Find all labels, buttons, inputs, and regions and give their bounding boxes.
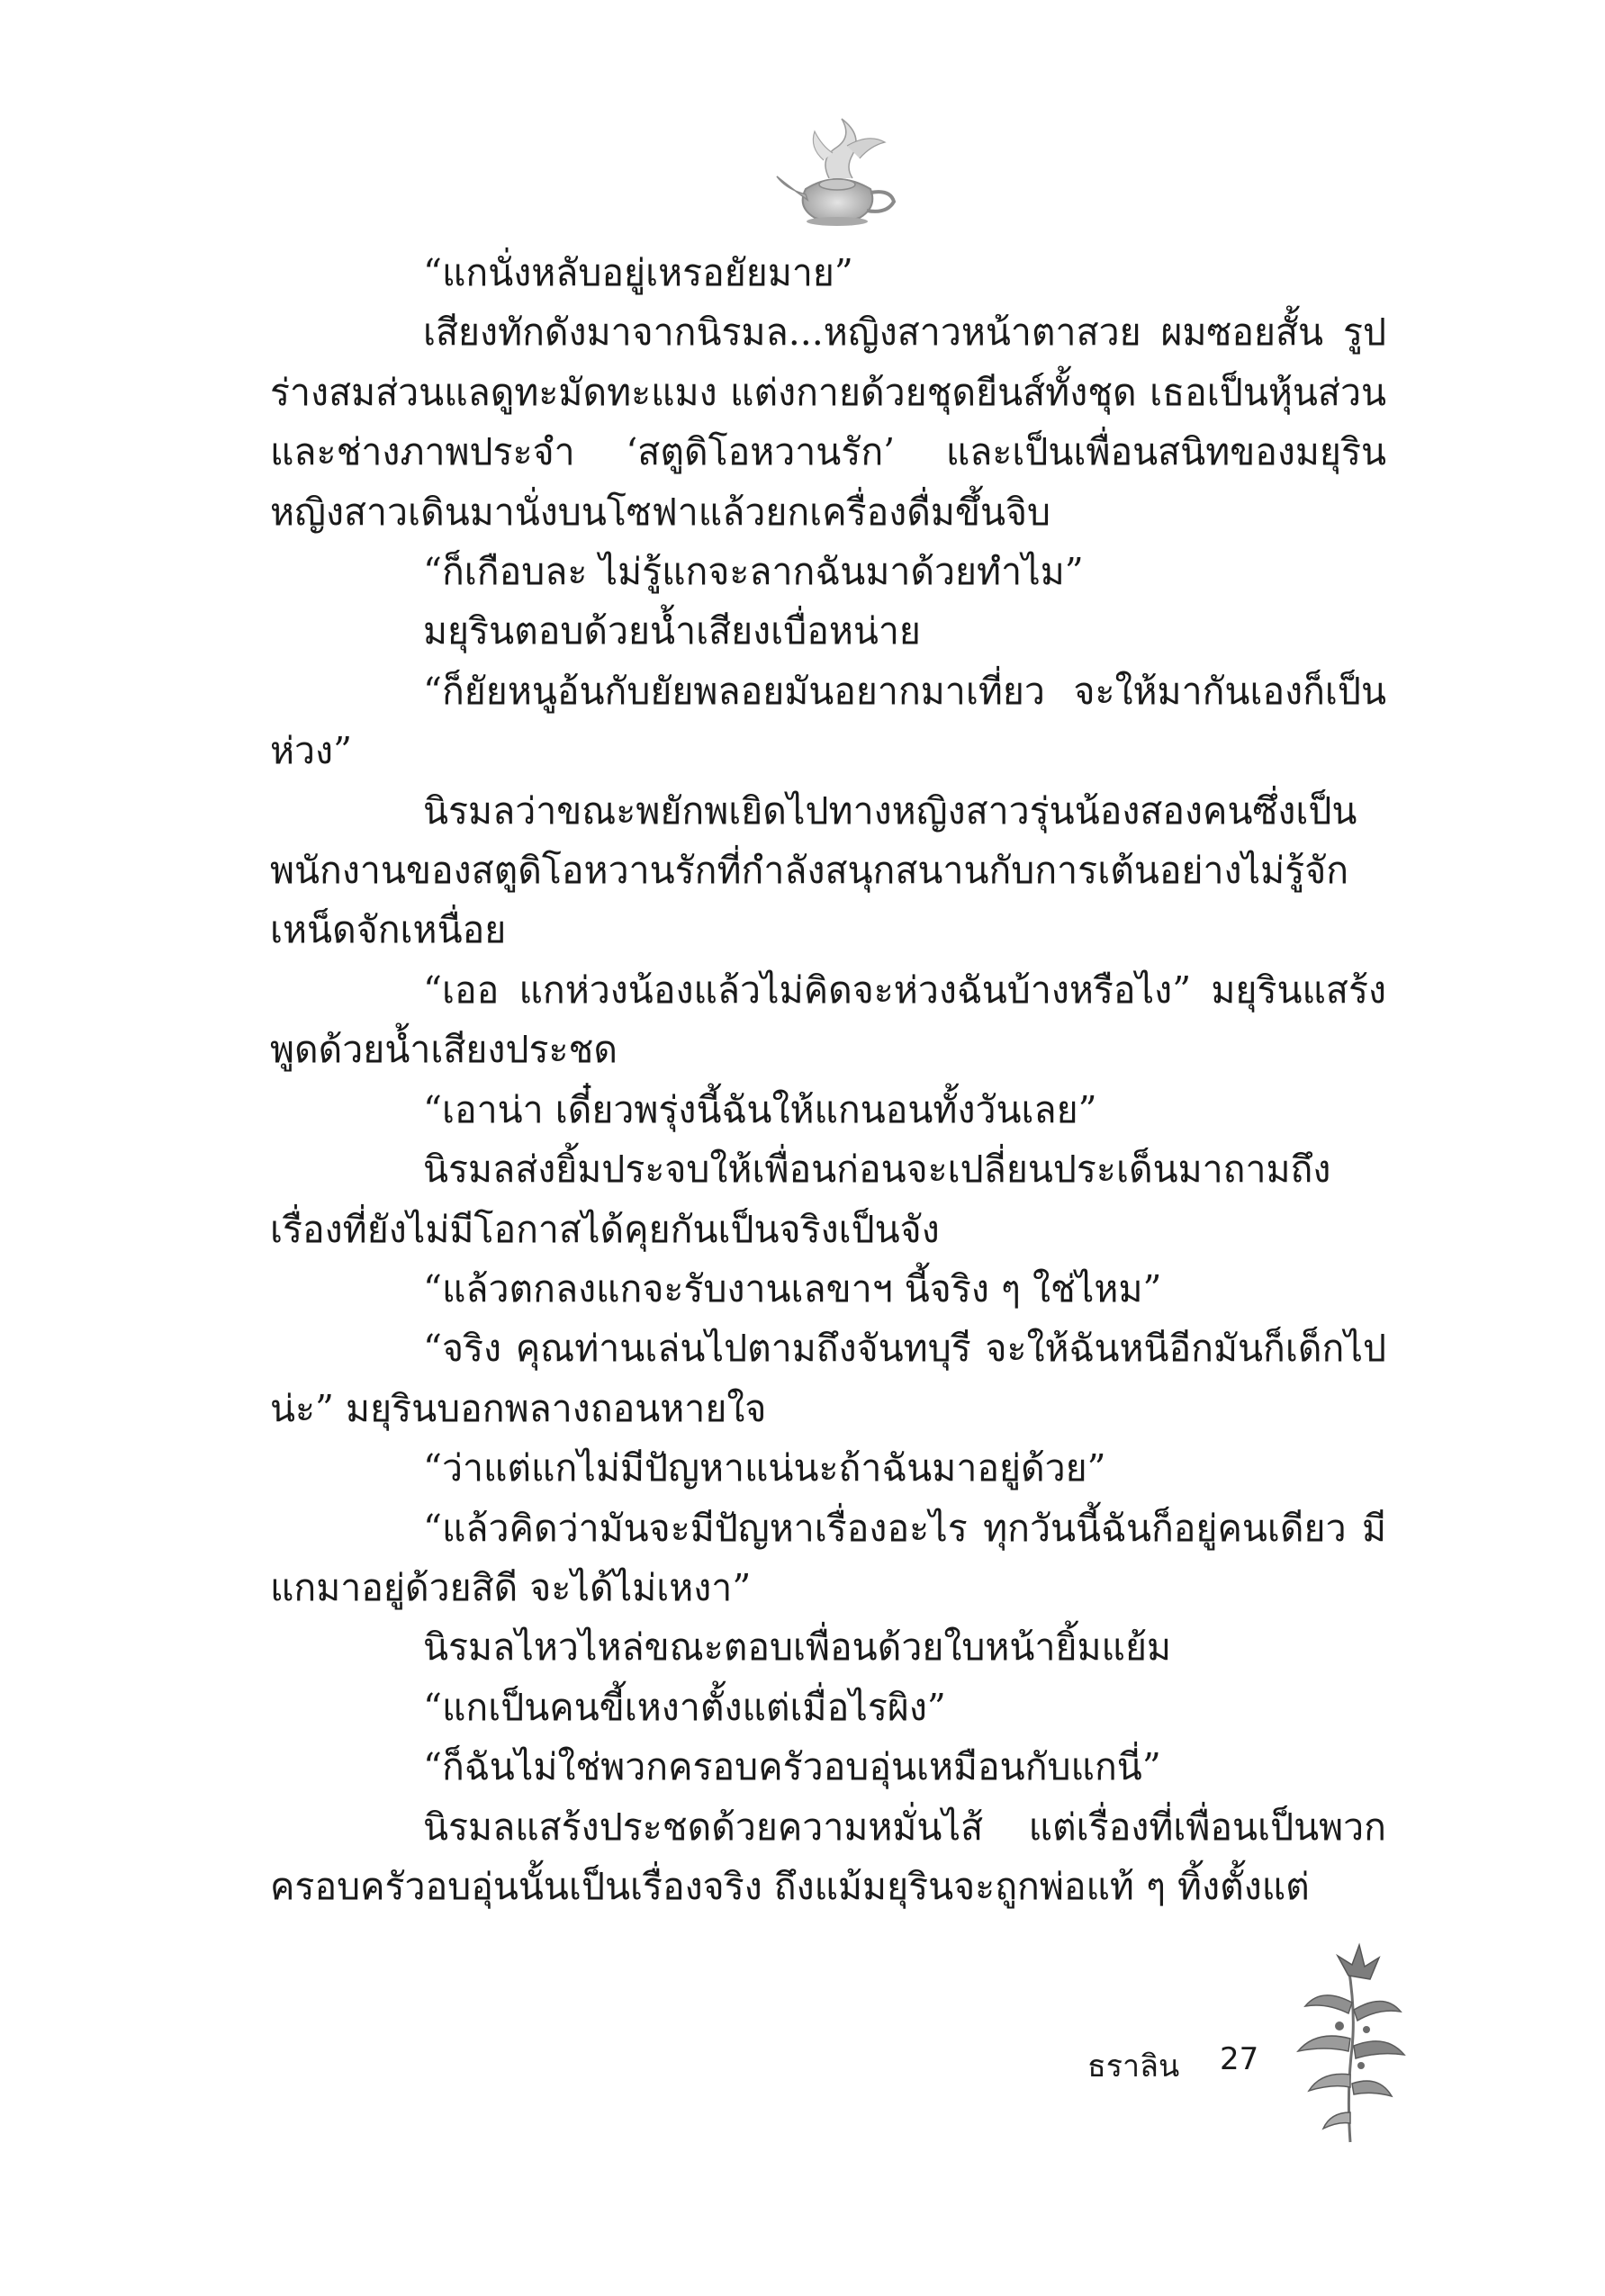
paragraph: “ว่าแต่แกไม่มีปัญหาแน่นะถ้าฉันมาอยู่ด้วย”	[423, 1446, 1106, 1490]
body-text	[270, 243, 1386, 1916]
page-number: 27	[1220, 2041, 1259, 2077]
paragraph: มยุรินตอบด้วยน้ำเสียงเบื่อหน่าย	[423, 609, 921, 653]
running-footer-title: ธราลิน	[1087, 2048, 1180, 2084]
paragraph: “แกนั่งหลับอยู่เหรอยัยมาย”	[423, 251, 853, 294]
paragraph: นิรมลว่าขณะพยักพเยิดไปทางหญิงสาวรุ่นน้องสองคนซึ่งเป็นพนักงานของสตูดิโอหวานรักที่กำลังสนุกสนานกับการเต้นอย่างไม่รู้จักเหน็ดจักเหนื่อย	[270, 788, 1357, 952]
teapot-ornament-icon	[770, 106, 905, 232]
paragraph: นิรมลส่งยิ้มประจบให้เพื่อนก่อนจะเปลี่ยนประเด็นมาถามถึงเรื่องที่ยังไม่มีโอกาสได้คุยกันเป็นจริงเป็นจัง	[270, 1148, 1331, 1251]
paragraph: “เอาน่า เดี๋ยวพรุ่งนี้ฉันให้แกนอนทั้งวันเลย”	[423, 1087, 1097, 1131]
paragraph: “แล้วคิดว่ามันจะมีปัญหาเรื่องอะไร ทุกวันนี้ฉันก็อยู่คนเดียว มีแกมาอยู่ด้วยสิดี จะได้ไม่เหงา”	[270, 1506, 1386, 1609]
paragraph: “จริง คุณท่านเล่นไปตามถึงจันทบุรี จะให้ฉันหนีอีกมันก็เด็กไปน่ะ” มยุรินบอกพลางถอนหายใจ	[270, 1327, 1386, 1430]
paragraph: เสียงทักดังมาจากนิรมล...หญิงสาวหน้าตาสวย ผมซอยสั้น รูปร่างสมส่วนแลดูทะมัดทะแมง แต่งกายด้วยชุดยีนส์ทั้งชุด เธอเป็นหุ้นส่วนและช่างภาพประจำ ‘สตูดิโอหวานรัก’ และเป็นเพื่อนสนิทของมยุริน หญิงสาวเดินมานั่งบนโซฟาแล้วยกเครื่องดื่มขึ้นจิบ	[270, 311, 1386, 534]
paragraph: “ก็เกือบละ ไม่รู้แกจะลากฉันมาด้วยทำไม”	[423, 550, 1084, 594]
flower-branch-ornament-icon	[1285, 1940, 1411, 2147]
paragraph: “เออ แกห่วงน้องแล้วไม่คิดจะห่วงฉันบ้างหรือไง” มยุรินแสร้งพูดด้วยน้ำเสียงประชด	[270, 968, 1386, 1072]
paragraph: “ก็ฉันไม่ใช่พวกครอบครัวอบอุ่นเหมือนกับแกนี่”	[423, 1745, 1161, 1789]
paragraph: นิรมลแสร้งประชดด้วยความหมั่นไส้ แต่เรื่องที่เพื่อนเป็นพวกครอบครัวอบอุ่นนั้นเป็นเรื่องจริง ถึงแม้มยุรินจะถูกพ่อแท้ ๆ ทิ้งตั้งแต่	[270, 1805, 1386, 1908]
paragraph: “ก็ยัยหนูอ้นกับยัยพลอยมันอยากมาเที่ยว จะให้มากันเองก็เป็นห่วง”	[270, 669, 1386, 773]
paragraph: “แกเป็นคนขี้เหงาตั้งแต่เมื่อไรผิง”	[423, 1685, 946, 1729]
paragraph: “แล้วตกลงแกจะรับงานเลขาฯ นี้จริง ๆ ใช่ไหม”	[423, 1266, 1162, 1310]
paragraph: นิรมลไหวไหล่ขณะตอบเพื่อนด้วยใบหน้ายิ้มแย้ม	[423, 1625, 1172, 1670]
